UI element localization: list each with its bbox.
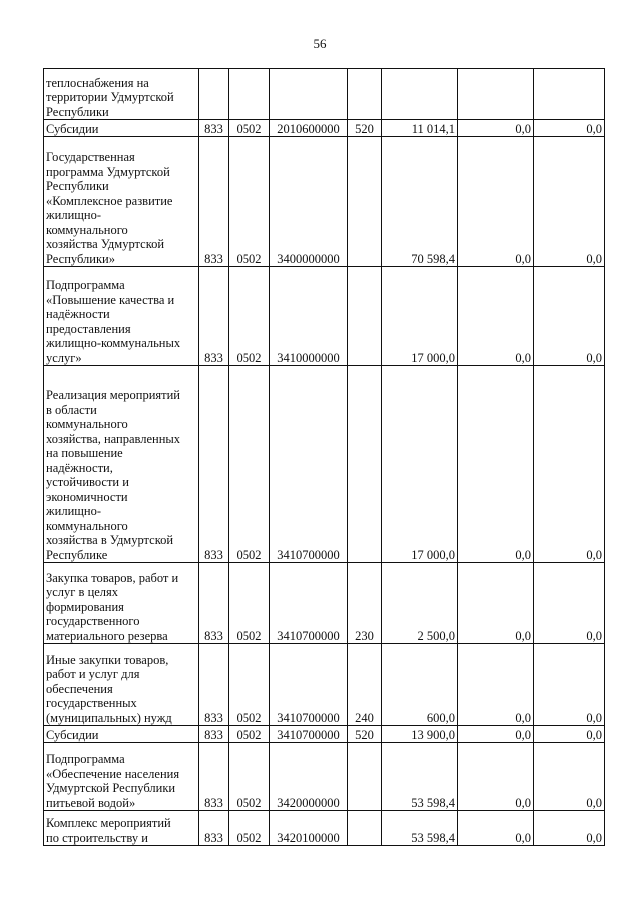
expense-type-cell: 230 [348, 563, 382, 644]
target-code-cell: 3410000000 [270, 267, 348, 366]
amount-cell-1: 13 900,0 [382, 726, 458, 743]
table-row [44, 726, 605, 743]
admin-code-cell: 833 [199, 137, 229, 267]
amount-cell-2: 0,0 [458, 267, 534, 366]
section-code-cell: 0502 [229, 743, 270, 811]
row-name-cell: Реализация мероприятий в области коммунального хозяйства, направленных на повышение надёжности, устойчивости и экономичности жилищно- коммунального хозяйства в Удмуртской Республике [44, 366, 199, 563]
target-code-cell: 3410700000 [270, 366, 348, 563]
expense-type-cell: 520 [348, 726, 382, 743]
amount-cell-2: 0,0 [458, 743, 534, 811]
budget-table [43, 68, 605, 846]
expense-type-cell [348, 69, 382, 120]
target-code-cell: 3410700000 [270, 563, 348, 644]
admin-code-cell: 833 [199, 120, 229, 137]
amount-cell-1: 11 014,1 [382, 120, 458, 137]
table-row [44, 267, 605, 366]
table-row [44, 366, 605, 563]
expense-type-cell [348, 137, 382, 267]
section-code-cell: 0502 [229, 137, 270, 267]
admin-code-cell: 833 [199, 563, 229, 644]
amount-cell-3: 0,0 [534, 267, 605, 366]
section-code-cell: 0502 [229, 267, 270, 366]
section-code-cell: 0502 [229, 726, 270, 743]
section-code-cell: 0502 [229, 811, 270, 846]
amount-cell-1: 600,0 [382, 644, 458, 726]
expense-type-cell [348, 811, 382, 846]
table-row [44, 137, 605, 267]
target-code-cell: 3420000000 [270, 743, 348, 811]
amount-cell-2: 0,0 [458, 137, 534, 267]
amount-cell-3: 0,0 [534, 120, 605, 137]
table-row [44, 69, 605, 120]
row-name-cell: Подпрограмма «Обеспечение населения Удмуртской Республики питьевой водой» [44, 743, 199, 811]
target-code-cell [270, 69, 348, 120]
amount-cell-1: 17 000,0 [382, 267, 458, 366]
table-row [44, 120, 605, 137]
amount-cell-1: 70 598,4 [382, 137, 458, 267]
amount-cell-3 [534, 69, 605, 120]
section-code-cell: 0502 [229, 644, 270, 726]
target-code-cell: 2010600000 [270, 120, 348, 137]
section-code-cell: 0502 [229, 120, 270, 137]
amount-cell-1 [382, 69, 458, 120]
section-code-cell: 0502 [229, 366, 270, 563]
amount-cell-1: 17 000,0 [382, 366, 458, 563]
row-name-cell: Комплекс мероприятий по строительству и [44, 811, 199, 846]
amount-cell-2: 0,0 [458, 644, 534, 726]
section-code-cell [229, 69, 270, 120]
admin-code-cell: 833 [199, 644, 229, 726]
budget-table-body [44, 69, 605, 846]
row-name-cell: Государственная программа Удмуртской Республики «Комплексное развитие жилищно- коммунального хозяйства Удмуртской Республики» [44, 137, 199, 267]
expense-type-cell: 520 [348, 120, 382, 137]
admin-code-cell: 833 [199, 267, 229, 366]
amount-cell-2 [458, 69, 534, 120]
amount-cell-3: 0,0 [534, 137, 605, 267]
amount-cell-3: 0,0 [534, 563, 605, 644]
amount-cell-2: 0,0 [458, 366, 534, 563]
row-name-cell: Иные закупки товаров, работ и услуг для обеспечения государственных (муниципальных) нужд [44, 644, 199, 726]
section-code-cell: 0502 [229, 563, 270, 644]
amount-cell-3: 0,0 [534, 811, 605, 846]
amount-cell-3: 0,0 [534, 743, 605, 811]
amount-cell-2: 0,0 [458, 120, 534, 137]
table-row [44, 811, 605, 846]
amount-cell-1: 2 500,0 [382, 563, 458, 644]
admin-code-cell: 833 [199, 743, 229, 811]
table-row [44, 563, 605, 644]
row-name-cell: Субсидии [44, 726, 199, 743]
expense-type-cell [348, 267, 382, 366]
admin-code-cell: 833 [199, 366, 229, 563]
target-code-cell: 3410700000 [270, 644, 348, 726]
expense-type-cell: 240 [348, 644, 382, 726]
amount-cell-1: 53 598,4 [382, 811, 458, 846]
amount-cell-2: 0,0 [458, 726, 534, 743]
target-code-cell: 3410700000 [270, 726, 348, 743]
page-number: 56 [313, 36, 327, 51]
admin-code-cell [199, 69, 229, 120]
table-row [44, 644, 605, 726]
expense-type-cell [348, 743, 382, 811]
amount-cell-3: 0,0 [534, 644, 605, 726]
amount-cell-2: 0,0 [458, 811, 534, 846]
expense-type-cell [348, 366, 382, 563]
row-name-cell: Субсидии [44, 120, 199, 137]
table-row [44, 743, 605, 811]
amount-cell-3: 0,0 [534, 366, 605, 563]
admin-code-cell: 833 [199, 811, 229, 846]
amount-cell-2: 0,0 [458, 563, 534, 644]
admin-code-cell: 833 [199, 726, 229, 743]
row-name-cell: Подпрограмма «Повышение качества и надёжности предоставления жилищно-коммунальных услуг» [44, 267, 199, 366]
amount-cell-3: 0,0 [534, 726, 605, 743]
target-code-cell: 3400000000 [270, 137, 348, 267]
target-code-cell: 3420100000 [270, 811, 348, 846]
amount-cell-1: 53 598,4 [382, 743, 458, 811]
row-name-cell: Закупка товаров, работ и услуг в целях формирования государственного материального резерва [44, 563, 199, 644]
row-name-cell: теплоснабжения на территории Удмуртской Республики [44, 69, 199, 120]
